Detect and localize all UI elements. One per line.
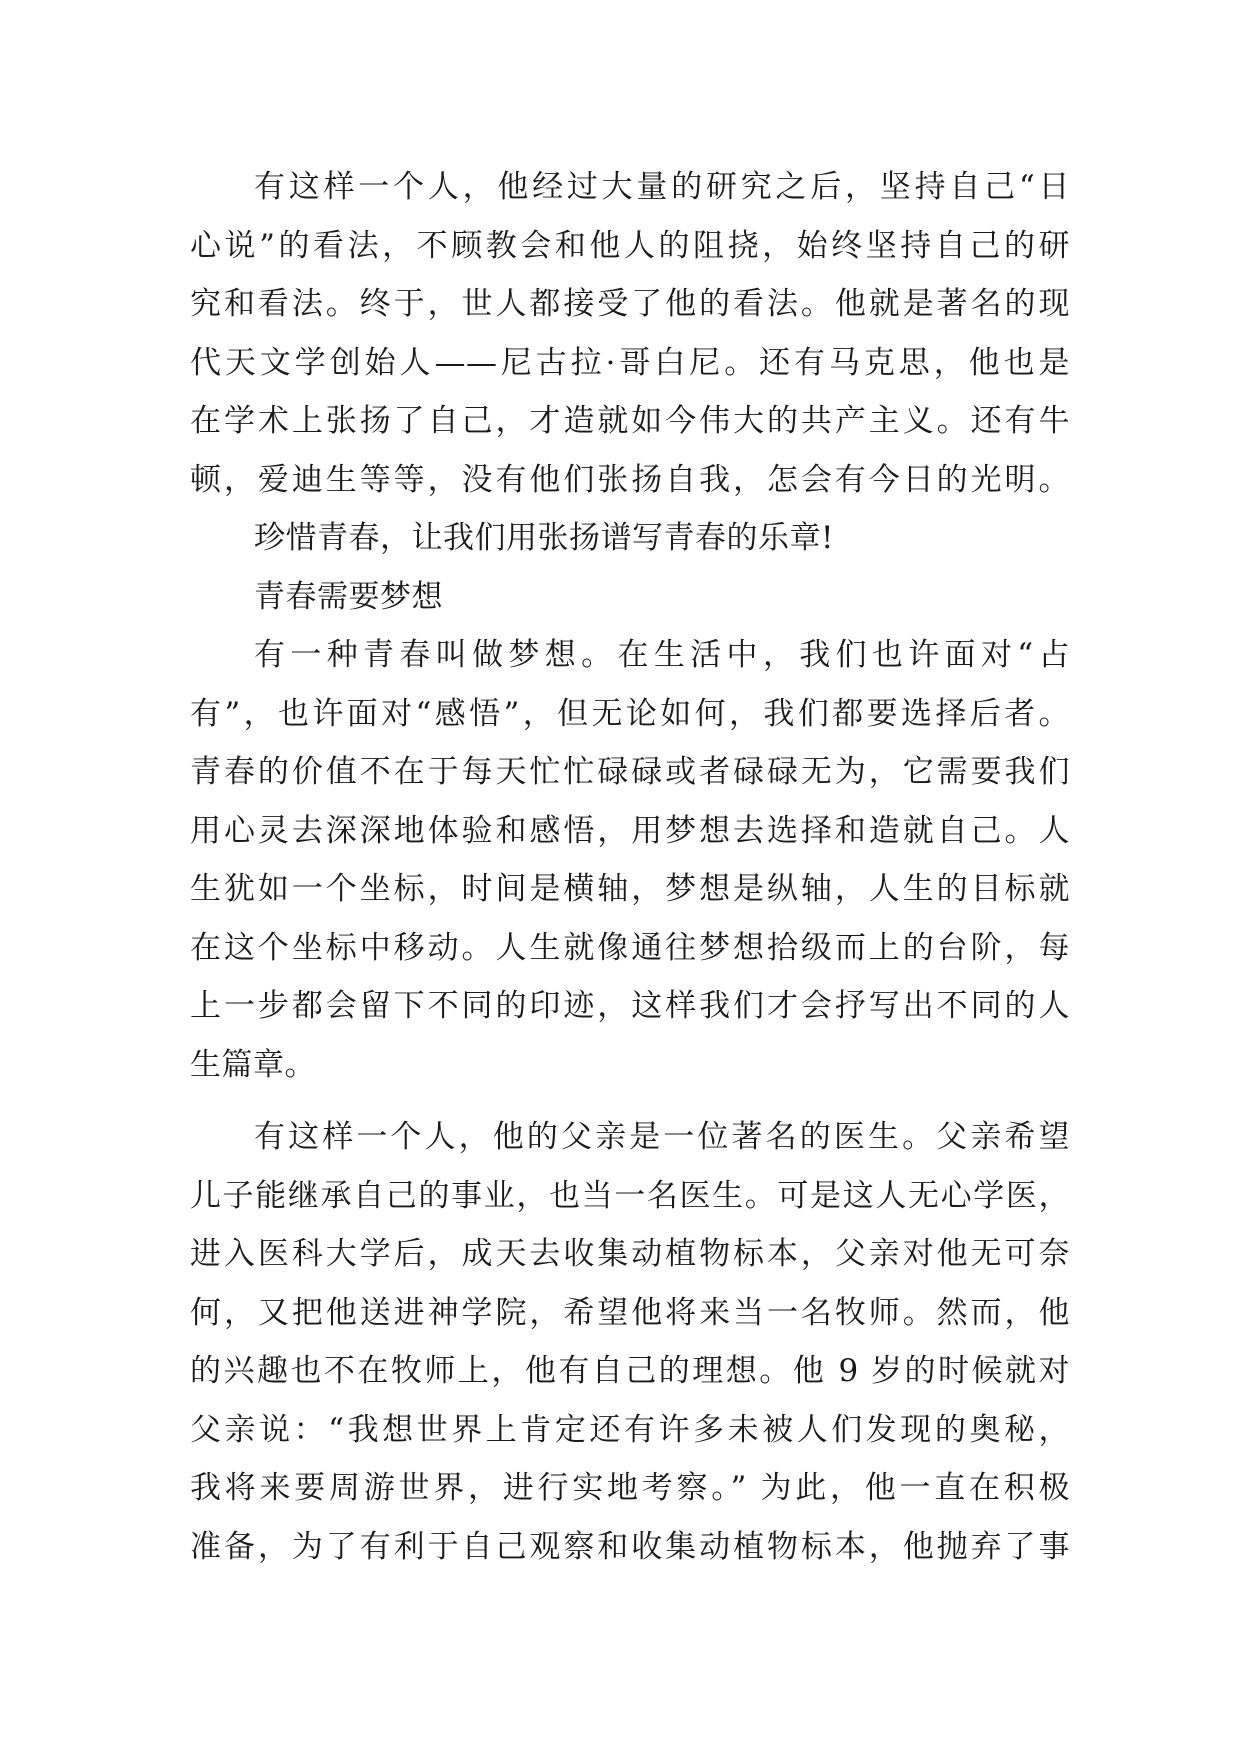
text-line: 有”，也许面对“感悟”，但无论如何，我们都要选择后者。 [190,695,1070,732]
text-line: 用心灵去深深地体验和感悟，用梦想去选择和造就自己。人 [190,812,1070,849]
text-line: 在学术上张扬了自己，才造就如今伟大的共产主义。还有牛 [190,403,1070,439]
text-line: 青春的价值不在于每天忙忙碌碌或者碌碌无为，它需要我们 [190,754,1070,790]
text-line: 珍惜青春，让我们用张扬谱写青春的乐章! [254,520,834,556]
paragraph-gap [190,1094,1070,1108]
text-line: 上一步都会留下不同的印迹，这样我们才会抒写出不同的人 [190,988,1070,1024]
text-line: 有一种青春叫做梦想。在生活中，我们也许面对“占 [254,637,1070,673]
text-line: 父亲说：“我想世界上肯定还有许多未被人们发现的奥秘， [190,1411,1070,1448]
text-line: 生犹如一个坐标，时间是横轴，梦想是纵轴，人生的目标就 [190,871,1070,907]
text-line: 有这样一个人，他经过大量的研究之后，坚持自己“日 [254,169,1070,205]
text-line: 青春需要梦想 [254,578,443,615]
text-line: 代天文学创始人——尼古拉·哥白尼。还有马克思，他也是 [190,344,1070,381]
text-line: 的兴趣也不在牧师上，他有自己的理想。他 9 岁的时候就对 [190,1353,1070,1389]
text-line: 究和看法。终于，世人都接受了他的看法。他就是著名的现 [190,286,1070,322]
text-line: 生篇章。 [190,1046,316,1083]
text-line: 何，又把他送进神学院，希望他将来当一名牧师。然而，他 [190,1294,1070,1331]
text-line: 儿子能继承自己的事业，也当一名医生。可是这人无心学医， [190,1177,1070,1214]
text-line: 进入医科大学后，成天去收集动植物标本，父亲对他无可奈 [190,1236,1070,1272]
text-line: 心说”的看法，不顾教会和他人的阻挠，始终坚持自己的研 [190,227,1070,264]
text-line: 准备，为了有利于自己观察和收集动植物标本，他抛弃了事 [190,1528,1070,1565]
text-line: 有这样一个人，他的父亲是一位著名的医生。父亲希望 [254,1119,1070,1155]
text-line: 我将来要周游世界，进行实地考察。” 为此，他一直在积极 [190,1470,1070,1506]
body-text [190,158,1070,1576]
text-line: 顿，爱迪生等等，没有他们张扬自我，怎会有今日的光明。 [190,461,1070,498]
text-line: 在这个坐标中移动。人生就像通往梦想拾级而上的台阶，每 [190,929,1070,966]
